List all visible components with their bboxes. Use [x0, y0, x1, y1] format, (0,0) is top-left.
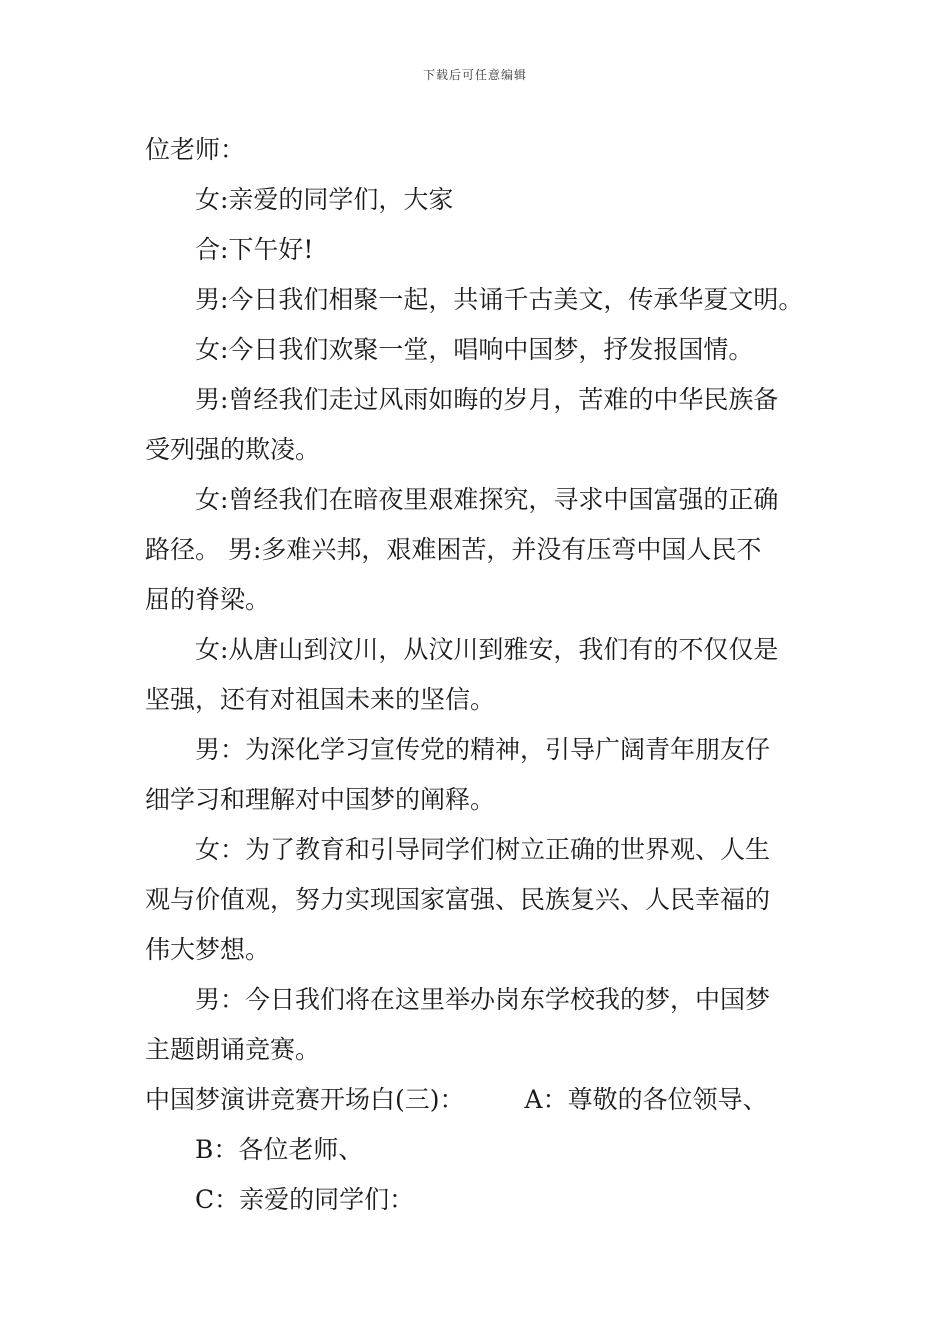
text-line: 坚强，还有对祖国未来的坚信。 — [145, 685, 496, 714]
text-line: 女:今日我们欢聚一堂，唱响中国梦，抒发报国情。 — [195, 335, 754, 364]
text-line: 女:曾经我们在暗夜里艰难探究，寻求中国富强的正确 — [195, 485, 779, 514]
text-line: 受列强的欺凌。 — [145, 435, 321, 464]
text-line: 主题朗诵竞赛。 — [145, 1035, 321, 1064]
text-line: 观与价值观，努力实现国家富强、民族复兴、人民幸福的 — [145, 885, 771, 914]
text-line: 伟大梦想。 — [145, 935, 271, 964]
text-line: 位老师： — [145, 135, 246, 164]
text-line: 细学习和理解对中国梦的阐释。 — [145, 785, 496, 814]
text-line: 男：为深化学习宣传党的精神，引导广阔青年朋友仔 — [195, 735, 771, 764]
speaker-a-line: A：尊敬的各位领导、 — [524, 1085, 768, 1114]
text-line: 合:下午好! — [195, 235, 314, 264]
section-heading: 中国梦演讲竞赛开场白(三)： — [145, 1085, 465, 1114]
page-header-note: 下载后可任意编辑 — [422, 68, 527, 82]
text-line: 女:亲爱的同学们，大家 — [195, 185, 454, 214]
text-line: 女:从唐山到汶川，从汶川到雅安，我们有的不仅仅是 — [195, 635, 779, 664]
speaker-b-line: B：各位老师、 — [195, 1135, 364, 1164]
text-line: 屈的脊梁。 — [145, 585, 271, 614]
document-body — [145, 125, 815, 1225]
text-line: 女：为了教育和引导同学们树立正确的世界观、人生 — [195, 835, 771, 864]
section-heading-line — [145, 1075, 815, 1125]
text-line: 男:今日我们相聚一起，共诵千古美文，传承华夏文明。 — [195, 285, 804, 314]
text-line: 男:曾经我们走过风雨如晦的岁月，苦难的中华民族备 — [195, 385, 779, 414]
text-line: 男：今日我们将在这里举办岗东学校我的梦，中国梦 — [195, 985, 771, 1014]
text-line: 路径。 男:多难兴邦，艰难困苦，并没有压弯中国人民不 — [145, 535, 762, 564]
speaker-c-line: C：亲爱的同学们： — [195, 1185, 415, 1214]
